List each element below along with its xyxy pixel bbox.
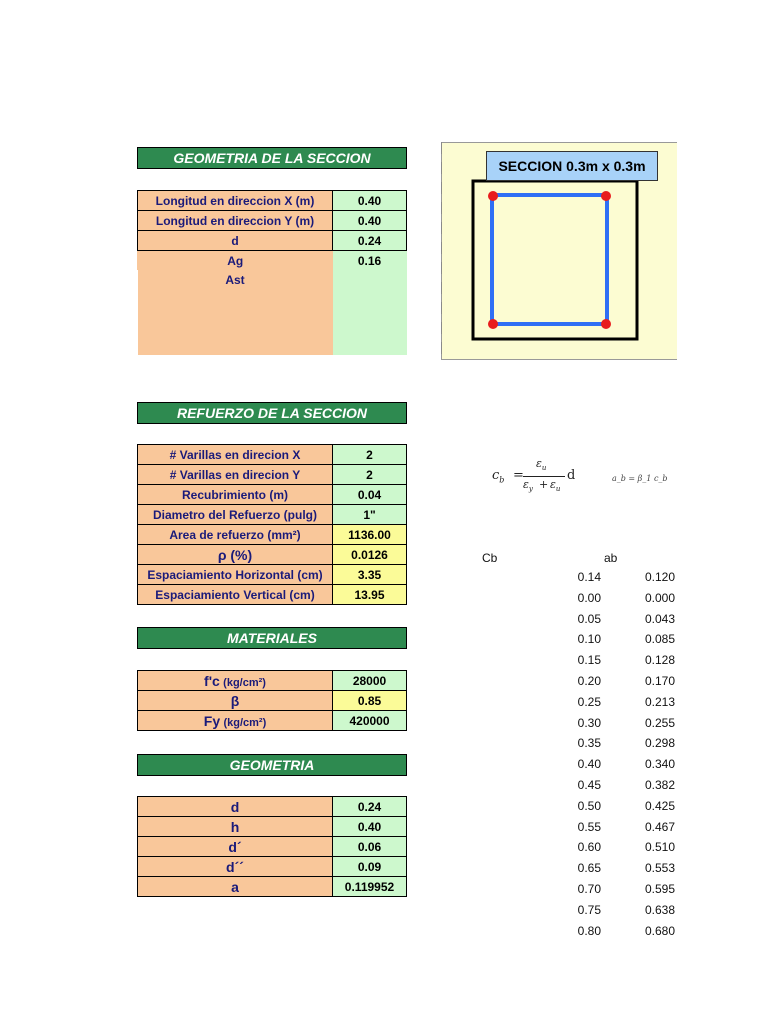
cb-value-cell[interactable]: 0.65 xyxy=(577,861,601,876)
formula-symbol: d xyxy=(567,468,576,483)
cb-value-cell[interactable]: 0.30 xyxy=(577,715,601,730)
value-cell[interactable]: 28000 xyxy=(333,671,407,691)
value-cell[interactable]: 13.95 xyxy=(333,585,407,605)
reinforcement-title: REFUERZO DE LA SECCION xyxy=(137,402,407,424)
label-cell[interactable]: Diametro del Refuerzo (pulg) xyxy=(138,505,333,525)
table-row xyxy=(138,465,407,485)
formula-symbol: ε xyxy=(523,478,529,491)
rebar-dot xyxy=(601,319,611,329)
ab-value-cell[interactable]: 0.467 xyxy=(644,819,675,834)
rebar-dot xyxy=(601,191,611,201)
table-row xyxy=(138,565,407,585)
label-cell[interactable]: Espaciamiento Vertical (cm) xyxy=(138,585,333,605)
ab-value-cell[interactable]: 0.170 xyxy=(644,673,675,688)
label-cell[interactable]: d´ xyxy=(138,837,333,857)
cb-value-cell[interactable]: 0.00 xyxy=(577,590,601,605)
label-cell[interactable]: Longitud en direccion Y (m) xyxy=(138,211,333,231)
ab-value-cell[interactable]: 0.595 xyxy=(644,881,675,896)
ab-value-cell[interactable]: 0.120 xyxy=(644,570,675,584)
ab-value-cell[interactable]: 0.382 xyxy=(644,777,675,792)
formula-symbol: ε xyxy=(550,478,556,491)
value-cell[interactable] xyxy=(333,270,407,289)
value-cell[interactable]: 1136.00 xyxy=(333,525,407,545)
cb-value-cell[interactable]: 0.70 xyxy=(577,881,601,896)
value-cell[interactable]: 2 xyxy=(333,445,407,465)
material-unit: (kg/cm²) xyxy=(223,716,267,729)
label-cell xyxy=(138,289,333,355)
rebar-dot xyxy=(488,319,498,329)
section-geometry-title: GEOMETRIA DE LA SECCION xyxy=(137,147,407,169)
table-row xyxy=(138,545,407,565)
label-cell[interactable]: d xyxy=(138,797,333,817)
cb-value-cell[interactable]: 0.80 xyxy=(577,923,601,938)
ab-value-cell[interactable]: 0.510 xyxy=(644,840,675,855)
reinforcement-table xyxy=(137,444,407,605)
value-cell[interactable]: 0.85 xyxy=(333,691,407,711)
materials-title: MATERIALES xyxy=(137,627,407,649)
value-cell[interactable]: 0.0126 xyxy=(333,545,407,565)
cb-value-cell[interactable]: 0.55 xyxy=(577,819,601,834)
ab-value-cell[interactable]: 0.298 xyxy=(644,736,675,751)
label-cell[interactable]: Ag xyxy=(138,251,333,271)
label-cell[interactable]: ρ (%) xyxy=(138,545,333,565)
value-cell[interactable]: 0.40 xyxy=(333,817,407,837)
table-row xyxy=(138,837,407,857)
cb-values-column xyxy=(560,567,601,941)
ab-value-cell[interactable]: 0.553 xyxy=(644,861,675,876)
label-cell[interactable]: Longitud en direccion X (m) xyxy=(138,191,333,211)
value-cell[interactable]: 0.24 xyxy=(333,231,407,251)
value-cell[interactable]: 0.40 xyxy=(333,191,407,211)
material-symbol: β xyxy=(230,692,240,709)
table-row xyxy=(138,585,407,605)
label-cell[interactable]: a xyxy=(138,877,333,897)
label-cell[interactable]: Ast xyxy=(138,270,333,289)
cb-header: Cb xyxy=(482,551,498,565)
table-row xyxy=(138,691,407,711)
table-row xyxy=(138,270,407,289)
formula-symbol: c xyxy=(492,468,500,483)
ab-value-cell[interactable]: 0.680 xyxy=(644,923,675,938)
table-row xyxy=(138,191,407,211)
ab-value-cell[interactable]: 0.000 xyxy=(644,590,675,605)
geometry-table xyxy=(137,796,407,897)
geometry-title: GEOMETRIA xyxy=(137,754,407,776)
table-row xyxy=(138,877,407,897)
ab-value-cell[interactable]: 0.128 xyxy=(644,653,675,668)
stirrup xyxy=(492,195,607,324)
cb-formula xyxy=(492,457,582,497)
cb-value-cell[interactable]: 0.40 xyxy=(577,757,601,772)
label-cell[interactable]: # Varillas en direcion X xyxy=(138,445,333,465)
table-row xyxy=(138,231,407,251)
value-cell[interactable]: 0.40 xyxy=(333,211,407,231)
label-cell[interactable]: # Varillas en direcion Y xyxy=(138,465,333,485)
formula-subscript: u xyxy=(541,464,547,473)
table-row xyxy=(138,857,407,877)
column-outline xyxy=(473,181,637,339)
label-cell[interactable] xyxy=(138,691,333,711)
formula-plus: + xyxy=(539,478,549,491)
cb-value-cell[interactable]: 0.05 xyxy=(577,611,601,626)
table-row xyxy=(138,505,407,525)
cb-value-cell[interactable]: 0.25 xyxy=(577,694,601,709)
value-cell[interactable]: 1" xyxy=(333,505,407,525)
cb-value-cell[interactable]: 0.75 xyxy=(577,902,601,917)
table-row xyxy=(138,797,407,817)
table-row xyxy=(138,251,407,271)
cb-value-cell[interactable]: 0.10 xyxy=(577,632,601,647)
cb-value-cell[interactable]: 0.60 xyxy=(577,840,601,855)
label-cell[interactable]: h xyxy=(138,817,333,837)
label-cell[interactable] xyxy=(138,711,333,731)
cb-value-cell[interactable]: 0.50 xyxy=(577,798,601,813)
value-cell[interactable]: 0.16 xyxy=(333,251,407,271)
label-cell[interactable]: d´´ xyxy=(138,857,333,877)
value-cell[interactable]: 0.24 xyxy=(333,797,407,817)
figure-title: SECCION 0.3m x 0.3m xyxy=(486,151,658,181)
rebar-dot xyxy=(488,191,498,201)
cb-value-cell[interactable]: 0.14 xyxy=(577,570,601,584)
ab-value-cell[interactable]: 0.425 xyxy=(644,798,675,813)
table-row xyxy=(138,485,407,505)
ab-value-cell[interactable]: 0.043 xyxy=(644,611,675,626)
ab-value-cell[interactable]: 0.085 xyxy=(644,632,675,647)
table-row xyxy=(138,211,407,231)
table-row xyxy=(138,671,407,691)
formula-subscript: y xyxy=(528,485,533,494)
section-geometry-table xyxy=(137,190,407,355)
value-cell[interactable]: 3.35 xyxy=(333,565,407,585)
label-cell[interactable]: d xyxy=(138,231,333,251)
cb-value-cell[interactable]: 0.35 xyxy=(577,736,601,751)
value-cell[interactable]: 420000 xyxy=(333,711,407,731)
label-cell[interactable]: Recubrimiento (m) xyxy=(138,485,333,505)
table-row xyxy=(138,525,407,545)
material-unit: (kg/cm²) xyxy=(223,676,266,689)
cb-value-cell[interactable]: 0.20 xyxy=(577,673,601,688)
cb-value-cell[interactable]: 0.45 xyxy=(577,777,601,792)
value-cell xyxy=(333,289,407,355)
material-symbol: f'c xyxy=(204,672,220,689)
ab-values-column xyxy=(630,567,675,941)
ab-formula: a_b = β_1 c_b xyxy=(612,474,668,483)
value-cell[interactable]: 0.06 xyxy=(333,837,407,857)
formula-subscript: b xyxy=(499,475,505,485)
ab-value-cell[interactable]: 0.213 xyxy=(644,694,675,709)
value-cell[interactable]: 0.09 xyxy=(333,857,407,877)
ab-value-cell[interactable]: 0.255 xyxy=(644,715,675,730)
label-cell[interactable] xyxy=(138,671,333,691)
fraction-bar xyxy=(523,476,565,477)
value-cell[interactable]: 0.04 xyxy=(333,485,407,505)
formula-symbol: ε xyxy=(536,457,542,470)
formula-equals: = xyxy=(513,468,524,483)
label-cell[interactable]: Area de refuerzo (mm²) xyxy=(138,525,333,545)
material-symbol: Fy xyxy=(203,712,221,729)
ab-value-cell[interactable]: 0.638 xyxy=(644,902,675,917)
ab-value-cell[interactable]: 0.340 xyxy=(644,757,675,772)
materials-table xyxy=(137,670,407,731)
table-row xyxy=(138,711,407,731)
label-cell[interactable]: Espaciamiento Horizontal (cm) xyxy=(138,565,333,585)
value-cell[interactable]: 0.119952 xyxy=(333,877,407,897)
cb-value-cell[interactable]: 0.15 xyxy=(577,653,601,668)
table-row xyxy=(138,817,407,837)
formula-subscript: u xyxy=(555,485,561,494)
ab-header: ab xyxy=(604,551,618,565)
table-row xyxy=(138,289,407,355)
table-row xyxy=(138,445,407,465)
value-cell[interactable]: 2 xyxy=(333,465,407,485)
